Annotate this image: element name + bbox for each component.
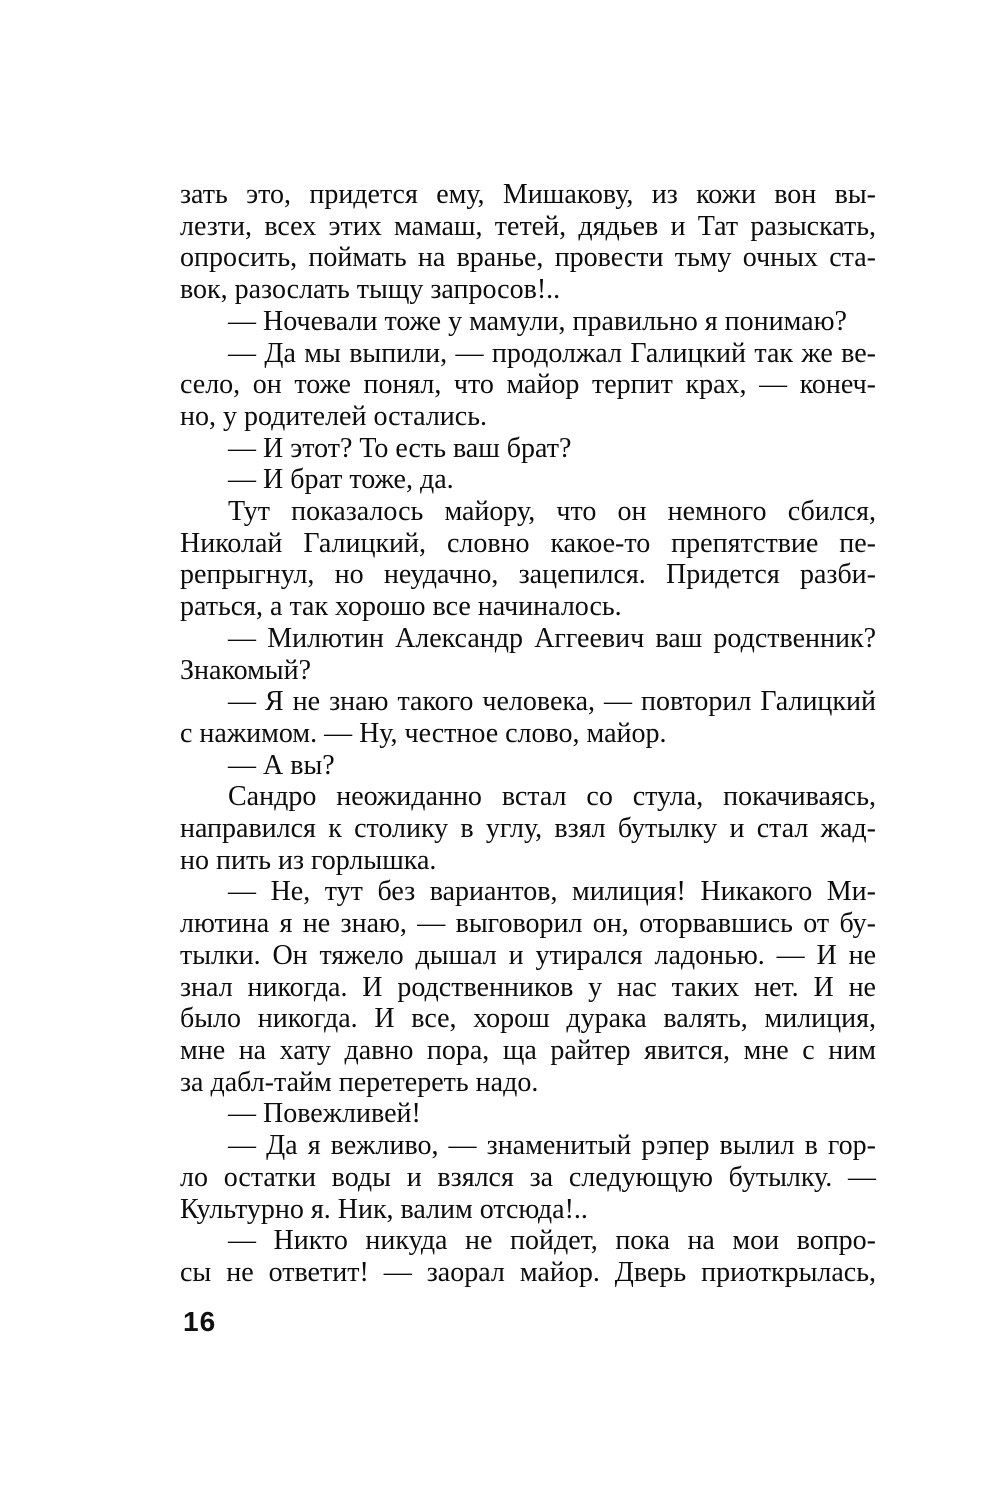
text-line: репрыгнул, но неудачно, зацепился. Придется разби-	[180, 559, 876, 591]
text-line: с нажимом. — Ну, честное слово, майор.	[180, 717, 667, 749]
text-line: за дабл-тайм перетереть надо.	[180, 1066, 539, 1098]
text-line: — А вы?	[228, 749, 335, 781]
text-line: Знакомый?	[180, 654, 312, 686]
text-line: — Да я вежливо, — знаменитый рэпер вылил в гор-	[228, 1130, 876, 1162]
text-line: — Никто никуда не пойдет, пока на мои вопро-	[228, 1225, 876, 1257]
text-line: — Не, тут без вариантов, милиция! Никакого Ми-	[228, 876, 876, 908]
text-line: — Повежливей!	[228, 1098, 421, 1130]
page-number: 16	[183, 1306, 217, 1337]
text-line: лезти, всех этих мамаш, тетей, дядьев и Тат разыскать,	[180, 210, 876, 242]
text-line: — Я не знаю такого человека, — повторил Галицкий	[228, 686, 876, 718]
text-line: лютина я не знаю, — выговорил он, оторвавшись от бу-	[180, 908, 876, 940]
text-line: было никогда. И все, хорош дурака валять, милиция,	[180, 1003, 876, 1035]
text-line: — Милютин Александр Аггеевич ваш родственник?	[228, 622, 876, 654]
text-line: Тут показалось майору, что он немного сбился,	[228, 496, 876, 528]
page-text-block	[180, 179, 876, 1289]
text-line: село, он тоже понял, что майор терпит крах, — конеч-	[180, 369, 876, 401]
text-line: направился к столику в углу, взял бутылку и стал жад-	[180, 813, 876, 845]
text-line: тылки. Он тяжело дышал и утирался ладонью. — И не	[180, 939, 876, 971]
text-line: сы не ответит! — заорал майор. Дверь приоткрылась,	[180, 1256, 876, 1288]
text-line: — И этот? То есть ваш брат?	[228, 432, 572, 464]
text-line: Культурно я. Ник, валим отсюда!..	[180, 1193, 588, 1225]
text-line: раться, а так хорошо все начиналось.	[180, 591, 622, 623]
text-line: знал никогда. И родственников у нас таких нет. И не	[180, 971, 876, 1003]
text-line: зать это, придется ему, Мишакову, из кожи вон вы-	[180, 179, 876, 210]
text-line: Николай Галицкий, словно какое-то препятствие пе-	[180, 527, 876, 559]
text-line: ло остатки воды и взялся за следующую бутылку. —	[180, 1161, 876, 1193]
text-line: но, у родителей остались.	[180, 400, 487, 432]
text-line: Сандро неожиданно встал со стула, покачиваясь,	[228, 781, 876, 813]
text-line: — Ночевали тоже у мамули, правильно я понимаю?	[228, 305, 847, 337]
text-line: опросить, поймать на вранье, провести тьму очных ста-	[180, 242, 876, 274]
text-line: — И брат тоже, да.	[228, 464, 454, 496]
text-line: но пить из горлышка.	[180, 844, 437, 876]
text-line: вок, разослать тыщу запросов!..	[180, 274, 561, 306]
text-line: мне на хату давно пора, ща райтер явится, мне с ним	[180, 1034, 876, 1066]
text-line: — Да мы выпили, — продолжал Галицкий так же ве-	[228, 337, 876, 369]
